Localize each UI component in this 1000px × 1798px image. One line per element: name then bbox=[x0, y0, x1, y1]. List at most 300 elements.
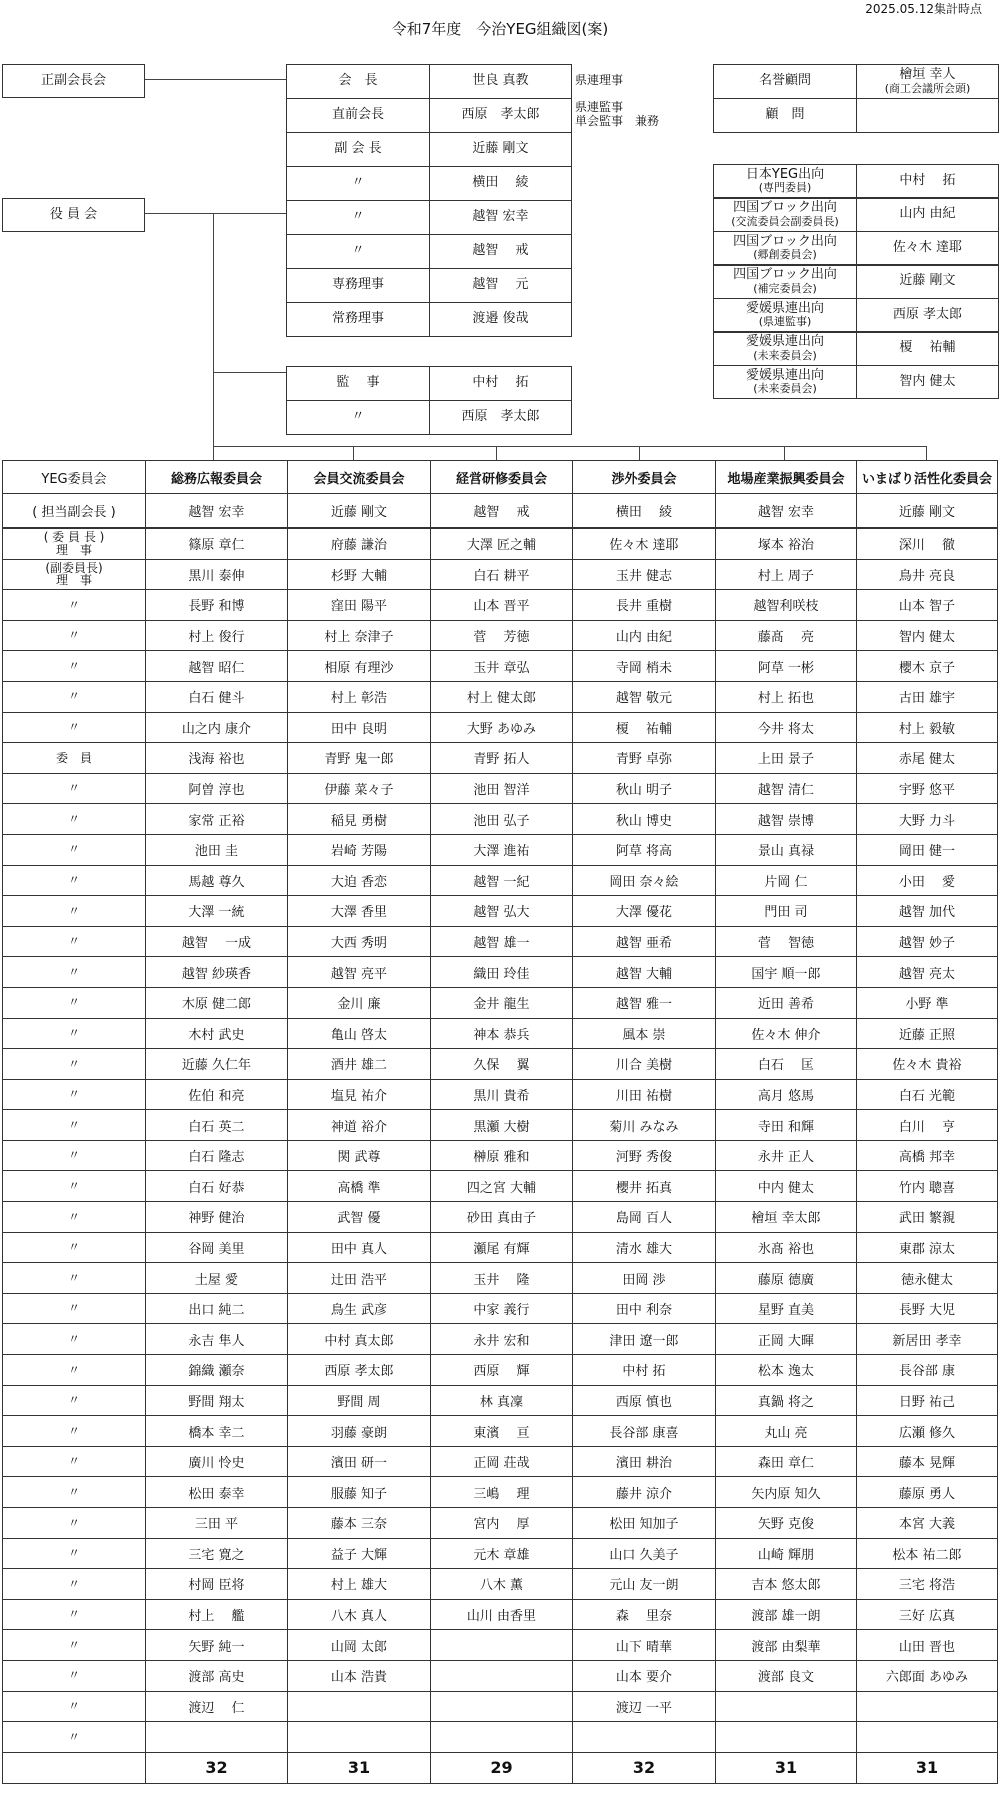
row-label: 〃 bbox=[3, 651, 146, 682]
dispatch-name: 中村 拓 bbox=[856, 164, 999, 198]
member-name: 金川 廉 bbox=[288, 987, 431, 1018]
member-name bbox=[146, 1722, 288, 1753]
connector-line bbox=[145, 213, 286, 214]
member-name: 永吉 隼人 bbox=[146, 1324, 288, 1355]
page-title: 令和7年度 今治YEG組織図(案) bbox=[391, 20, 609, 38]
auditor-role: 監 事 bbox=[286, 366, 430, 401]
member-name: 越智 一成 bbox=[146, 926, 288, 957]
dispatch-role-sub: (補完委員会) bbox=[753, 281, 817, 295]
member-name: 田岡 渉 bbox=[573, 1263, 716, 1294]
member-name: 越智 雄一 bbox=[431, 926, 573, 957]
member-name: 岡田 奈々絵 bbox=[573, 865, 716, 896]
member-name: 村上 艦 bbox=[146, 1599, 288, 1630]
table-row bbox=[3, 1538, 998, 1569]
member-name: 神野 健治 bbox=[146, 1202, 288, 1233]
member-name: 櫻木 京子 bbox=[857, 651, 998, 682]
member-name: 塩見 祐介 bbox=[288, 1079, 431, 1110]
table-row bbox=[3, 926, 998, 957]
member-name: 四之宮 大輔 bbox=[431, 1171, 573, 1202]
row-label: 〃 bbox=[3, 896, 146, 927]
member-name: 越智 紗瑛香 bbox=[146, 957, 288, 988]
member-name: 武田 繁親 bbox=[857, 1202, 998, 1233]
connector-line bbox=[784, 446, 785, 460]
member-name bbox=[857, 1691, 998, 1722]
member-name: 越智 清仁 bbox=[716, 773, 857, 804]
member-name: 池田 智洋 bbox=[431, 773, 573, 804]
auditor-role: 〃 bbox=[286, 400, 430, 435]
member-name: 府藤 謙治 bbox=[288, 528, 431, 559]
member-name: 村上 俊行 bbox=[146, 620, 288, 651]
table-row bbox=[3, 1263, 998, 1294]
row-label: 〃 bbox=[3, 957, 146, 988]
row-label: 〃 bbox=[3, 1599, 146, 1630]
member-name: 三好 広真 bbox=[857, 1599, 998, 1630]
committee-total: 32 bbox=[573, 1752, 716, 1783]
vice-chair-name: 横田 綾 bbox=[573, 494, 716, 529]
advisor-name bbox=[856, 98, 999, 133]
row-label: 〃 bbox=[3, 1355, 146, 1386]
member-name: 藤本 三奈 bbox=[288, 1508, 431, 1539]
member-name: 佐々木 達耶 bbox=[573, 528, 716, 559]
table-row bbox=[3, 957, 998, 988]
member-name: 大野 力斗 bbox=[857, 804, 998, 835]
member-name: 近藤 久仁年 bbox=[146, 1049, 288, 1080]
member-name: 小野 準 bbox=[857, 987, 998, 1018]
officer-role: 会 長 bbox=[286, 64, 430, 99]
member-name: 黒瀬 大樹 bbox=[431, 1110, 573, 1141]
officer-role: 〃 bbox=[286, 200, 430, 235]
member-name: 武智 優 bbox=[288, 1202, 431, 1233]
member-name bbox=[288, 1722, 431, 1753]
member-name: 藤本 晃輝 bbox=[857, 1446, 998, 1477]
connector-line bbox=[353, 446, 354, 460]
row-label: 〃 bbox=[3, 1202, 146, 1233]
member-name: 氷髙 裕也 bbox=[716, 1232, 857, 1263]
member-name: 川合 美樹 bbox=[573, 1049, 716, 1080]
member-name: 家常 正裕 bbox=[146, 804, 288, 835]
member-name: 村上 彰浩 bbox=[288, 681, 431, 712]
member-name: 古田 雄宇 bbox=[857, 681, 998, 712]
member-name: 大澤 香里 bbox=[288, 896, 431, 927]
member-name: 青野 鬼一郎 bbox=[288, 743, 431, 774]
table-row bbox=[3, 1691, 998, 1722]
table-row bbox=[3, 1171, 998, 1202]
officer-role: 直前会長 bbox=[286, 98, 430, 133]
dispatch-role-label: 四国ブロック出向 bbox=[733, 267, 837, 283]
row-label: 〃 bbox=[3, 1110, 146, 1141]
table-row bbox=[3, 1630, 998, 1661]
member-name: 広瀬 修久 bbox=[857, 1416, 998, 1447]
member-name: 本宮 大義 bbox=[857, 1508, 998, 1539]
connector-line bbox=[213, 372, 286, 373]
member-name: 高月 悠馬 bbox=[716, 1079, 857, 1110]
table-row bbox=[3, 590, 998, 621]
totals-label bbox=[3, 1752, 146, 1783]
member-name: 東郡 涼太 bbox=[857, 1232, 998, 1263]
member-name: 東濱 亘 bbox=[431, 1416, 573, 1447]
member-name: 佐々木 貴裕 bbox=[857, 1049, 998, 1080]
member-name: 越智 昭仁 bbox=[146, 651, 288, 682]
committee-name: 渉外委員会 bbox=[573, 461, 716, 494]
row-label: 〃 bbox=[3, 712, 146, 743]
member-name: 黒川 泰伸 bbox=[146, 559, 288, 590]
table-row bbox=[3, 1446, 998, 1477]
officer-role: 副 会 長 bbox=[286, 132, 430, 167]
member-name: 川田 祐樹 bbox=[573, 1079, 716, 1110]
member-name: 中村 真太郎 bbox=[288, 1324, 431, 1355]
dispatch-role-label: 愛媛県連出向 bbox=[745, 300, 824, 316]
row-label: 〃 bbox=[3, 1538, 146, 1569]
member-name: 山本 智子 bbox=[857, 590, 998, 621]
officer-role: 専務理事 bbox=[286, 268, 430, 303]
member-name: 高橋 邦幸 bbox=[857, 1140, 998, 1171]
table-row bbox=[3, 651, 998, 682]
table-row bbox=[3, 1599, 998, 1630]
table-row bbox=[3, 681, 998, 712]
row-label: 〃 bbox=[3, 1722, 146, 1753]
member-name: 今井 将太 bbox=[716, 712, 857, 743]
row-label: 〃 bbox=[3, 1171, 146, 1202]
member-name: 近藤 正照 bbox=[857, 1018, 998, 1049]
officer-name: 横田 綾 bbox=[429, 166, 572, 201]
member-name: 岡田 健一 bbox=[857, 834, 998, 865]
advisor-name-cell bbox=[856, 64, 999, 99]
member-name: 羽藤 豪朗 bbox=[288, 1416, 431, 1447]
member-name: 越智 加代 bbox=[857, 896, 998, 927]
member-name: 久保 翼 bbox=[431, 1049, 573, 1080]
member-name: 渡部 良文 bbox=[716, 1660, 857, 1691]
member-name: 大迫 香恋 bbox=[288, 865, 431, 896]
dispatch-role bbox=[713, 332, 857, 366]
row-label: 〃 bbox=[3, 1569, 146, 1600]
member-name: 白石 光範 bbox=[857, 1079, 998, 1110]
table-row bbox=[3, 1202, 998, 1233]
member-name: 村上 健太郎 bbox=[431, 681, 573, 712]
member-name: 森田 章仁 bbox=[716, 1446, 857, 1477]
table-row bbox=[3, 1293, 998, 1324]
member-name: 秋山 博史 bbox=[573, 804, 716, 835]
member-name: 三嶋 理 bbox=[431, 1477, 573, 1508]
row-label: 〃 bbox=[3, 1049, 146, 1080]
member-name: 河野 秀俊 bbox=[573, 1140, 716, 1171]
member-name: 玉井 健志 bbox=[573, 559, 716, 590]
row-label: 委 員 bbox=[3, 743, 146, 774]
member-name: 風本 崇 bbox=[573, 1018, 716, 1049]
dispatch-role-label: 愛媛県連出向 bbox=[745, 334, 824, 350]
table-row bbox=[3, 1416, 998, 1447]
member-name: 塚本 裕治 bbox=[716, 528, 857, 559]
member-name: 智内 健太 bbox=[857, 620, 998, 651]
connector-line bbox=[639, 446, 640, 460]
member-name: 岩崎 芳陽 bbox=[288, 834, 431, 865]
table-row bbox=[3, 620, 998, 651]
member-name: 宮内 厚 bbox=[431, 1508, 573, 1539]
member-name: 渡辺 一平 bbox=[573, 1691, 716, 1722]
dispatch-role-sub: (専門委員) bbox=[758, 181, 812, 195]
committee-name: いまばり活性化委員会 bbox=[857, 461, 998, 494]
member-name: 土屋 愛 bbox=[146, 1263, 288, 1294]
member-name: 六郎面 あゆみ bbox=[857, 1660, 998, 1691]
table-row bbox=[3, 1355, 998, 1386]
member-name: 山本 晋平 bbox=[431, 590, 573, 621]
row-label: (副委員長) 理 事 bbox=[3, 559, 146, 590]
member-name: 鳥井 亮良 bbox=[857, 559, 998, 590]
officer-name: 世良 真教 bbox=[429, 64, 572, 99]
member-name: 服藤 知子 bbox=[288, 1477, 431, 1508]
officer-note: 県連監事 単会監事 兼務 bbox=[575, 100, 660, 128]
member-name: 出口 純二 bbox=[146, 1293, 288, 1324]
member-name: 越智 一紀 bbox=[431, 865, 573, 896]
member-name: 越智 大輔 bbox=[573, 957, 716, 988]
member-name: 田中 真人 bbox=[288, 1232, 431, 1263]
member-name: 近田 善希 bbox=[716, 987, 857, 1018]
member-name: 村上 雄大 bbox=[288, 1569, 431, 1600]
table-row bbox=[3, 865, 998, 896]
member-name: 西原 輝 bbox=[431, 1355, 573, 1386]
member-name: 廣川 怜史 bbox=[146, 1446, 288, 1477]
member-name: 景山 真禄 bbox=[716, 834, 857, 865]
member-name: 大澤 進祐 bbox=[431, 834, 573, 865]
auditor-name: 西原 孝太郎 bbox=[429, 400, 572, 435]
connector-line bbox=[145, 79, 286, 80]
table-row bbox=[3, 1324, 998, 1355]
row-label: 〃 bbox=[3, 1630, 146, 1661]
member-name: 真鍋 将之 bbox=[716, 1385, 857, 1416]
member-name: 阿曽 淳也 bbox=[146, 773, 288, 804]
row-label: 〃 bbox=[3, 1263, 146, 1294]
officers-meeting-box: 役 員 会 bbox=[2, 198, 145, 232]
member-name: 渡部 雄一朗 bbox=[716, 1599, 857, 1630]
committee-total: 29 bbox=[431, 1752, 573, 1783]
row-label: 〃 bbox=[3, 773, 146, 804]
member-name: 八木 真人 bbox=[288, 1599, 431, 1630]
member-name: 三宅 寛之 bbox=[146, 1538, 288, 1569]
member-name: 越智 弘大 bbox=[431, 896, 573, 927]
member-name: 藤髙 亮 bbox=[716, 620, 857, 651]
member-name: 越智 亮平 bbox=[288, 957, 431, 988]
row-label: ( 委 員 長 ) 理 事 bbox=[3, 528, 146, 559]
member-name: 中村 拓 bbox=[573, 1355, 716, 1386]
row-label: 〃 bbox=[3, 1140, 146, 1171]
member-name: 渡辺 仁 bbox=[146, 1691, 288, 1722]
row-label: 〃 bbox=[3, 1446, 146, 1477]
dispatch-role-label: 四国ブロック出向 bbox=[733, 200, 837, 216]
row-label: 〃 bbox=[3, 1293, 146, 1324]
officer-role: 〃 bbox=[286, 234, 430, 269]
member-name: 新居田 孝幸 bbox=[857, 1324, 998, 1355]
member-name: 元山 友一朗 bbox=[573, 1569, 716, 1600]
member-name: 田中 利奈 bbox=[573, 1293, 716, 1324]
member-name: 榊原 雅和 bbox=[431, 1140, 573, 1171]
member-name: 越智 亮太 bbox=[857, 957, 998, 988]
member-name: 正岡 大暉 bbox=[716, 1324, 857, 1355]
vice-chair-name: 近藤 剛文 bbox=[288, 494, 431, 529]
row-label: 〃 bbox=[3, 834, 146, 865]
officer-name: 越智 戒 bbox=[429, 234, 572, 269]
member-name: 渡部 高史 bbox=[146, 1660, 288, 1691]
member-name: 酒井 雄二 bbox=[288, 1049, 431, 1080]
member-name: 佐々木 伸介 bbox=[716, 1018, 857, 1049]
row-label: 〃 bbox=[3, 620, 146, 651]
row-label: 〃 bbox=[3, 1477, 146, 1508]
member-name: 菅 智徳 bbox=[716, 926, 857, 957]
member-name: 青野 拓人 bbox=[431, 743, 573, 774]
dispatch-role bbox=[713, 231, 857, 265]
member-name: 錦織 瀬奈 bbox=[146, 1355, 288, 1386]
member-name: 長井 重樹 bbox=[573, 590, 716, 621]
advisor-role: 名誉顧問 bbox=[713, 64, 857, 99]
member-name: 三宅 将浩 bbox=[857, 1569, 998, 1600]
table-row bbox=[3, 559, 998, 590]
member-name: 長野 大児 bbox=[857, 1293, 998, 1324]
member-name: 元木 章雄 bbox=[431, 1538, 573, 1569]
row-label: 〃 bbox=[3, 1385, 146, 1416]
committee-name: 地場産業振興委員会 bbox=[716, 461, 857, 494]
row-label: 〃 bbox=[3, 1660, 146, 1691]
member-name bbox=[857, 1722, 998, 1753]
member-name: 山之内 康介 bbox=[146, 712, 288, 743]
member-name: 益子 大輝 bbox=[288, 1538, 431, 1569]
member-name: 藤原 勇人 bbox=[857, 1477, 998, 1508]
member-name: 中内 健太 bbox=[716, 1171, 857, 1202]
member-name: 徳永健太 bbox=[857, 1263, 998, 1294]
member-name: 木原 健二郎 bbox=[146, 987, 288, 1018]
member-name: 正岡 荘哉 bbox=[431, 1446, 573, 1477]
row-label: 〃 bbox=[3, 1324, 146, 1355]
member-name: 窪田 陽平 bbox=[288, 590, 431, 621]
committee-total: 31 bbox=[716, 1752, 857, 1783]
dispatch-name: 榎 祐輔 bbox=[856, 332, 999, 366]
member-name: 山下 晴華 bbox=[573, 1630, 716, 1661]
member-name: 赤尾 健太 bbox=[857, 743, 998, 774]
dispatch-name: 智内 健太 bbox=[856, 365, 999, 399]
member-name: 八木 薫 bbox=[431, 1569, 573, 1600]
member-name: 長野 和博 bbox=[146, 590, 288, 621]
row-label: 〃 bbox=[3, 926, 146, 957]
member-name: 寺田 和輝 bbox=[716, 1110, 857, 1141]
member-name: 長谷部 康 bbox=[857, 1355, 998, 1386]
dispatch-role bbox=[713, 365, 857, 399]
table-row bbox=[3, 743, 998, 774]
table-row bbox=[3, 804, 998, 835]
member-name: 白川 亨 bbox=[857, 1110, 998, 1141]
member-name: 森 里奈 bbox=[573, 1599, 716, 1630]
vice-chair-name: 越智 宏幸 bbox=[716, 494, 857, 529]
member-name bbox=[431, 1630, 573, 1661]
advisor-role: 顧 問 bbox=[713, 98, 857, 133]
vice-chair-name: 越智 戒 bbox=[431, 494, 573, 529]
officer-note: 県連理事 bbox=[575, 73, 624, 87]
member-name: 秋山 明子 bbox=[573, 773, 716, 804]
member-name: 村上 周子 bbox=[716, 559, 857, 590]
table-row bbox=[3, 528, 998, 559]
member-name: 竹内 聰喜 bbox=[857, 1171, 998, 1202]
member-name: 大野 あゆみ bbox=[431, 712, 573, 743]
member-name: 稲見 勇樹 bbox=[288, 804, 431, 835]
member-name: 山本 浩貴 bbox=[288, 1660, 431, 1691]
row-label: 〃 bbox=[3, 1018, 146, 1049]
member-name: 島岡 百人 bbox=[573, 1202, 716, 1233]
row-label: 〃 bbox=[3, 681, 146, 712]
table-row bbox=[3, 1232, 998, 1263]
dispatch-name: 佐々木 達耶 bbox=[856, 231, 999, 265]
member-name: 越智 亜希 bbox=[573, 926, 716, 957]
member-name bbox=[431, 1722, 573, 1753]
table-row bbox=[3, 1569, 998, 1600]
member-name: 津田 遼一郎 bbox=[573, 1324, 716, 1355]
member-name: 辻田 浩平 bbox=[288, 1263, 431, 1294]
member-name: 檜垣 幸太郎 bbox=[716, 1202, 857, 1233]
member-name: 大西 秀明 bbox=[288, 926, 431, 957]
member-name: 星野 直美 bbox=[716, 1293, 857, 1324]
committee-name: 会員交流委員会 bbox=[288, 461, 431, 494]
officer-name: 越智 宏幸 bbox=[429, 200, 572, 235]
member-name: 高橋 準 bbox=[288, 1171, 431, 1202]
member-name: 永井 正人 bbox=[716, 1140, 857, 1171]
table-row bbox=[3, 1018, 998, 1049]
member-name: 中家 義行 bbox=[431, 1293, 573, 1324]
member-name bbox=[431, 1660, 573, 1691]
member-name: 大澤 優花 bbox=[573, 896, 716, 927]
member-name: 菅 芳徳 bbox=[431, 620, 573, 651]
member-name: 矢野 克俊 bbox=[716, 1508, 857, 1539]
committee-name: 経営研修委員会 bbox=[431, 461, 573, 494]
table-row bbox=[3, 712, 998, 743]
table-row bbox=[3, 773, 998, 804]
dispatch-role-sub: (未来委員会) bbox=[753, 382, 817, 396]
member-name: 瀬尾 有輝 bbox=[431, 1232, 573, 1263]
committee-header-label: YEG委員会 bbox=[3, 461, 146, 494]
member-name: 西原 孝太郎 bbox=[288, 1355, 431, 1386]
officer-name: 近藤 剛文 bbox=[429, 132, 572, 167]
member-name: 田中 良明 bbox=[288, 712, 431, 743]
committee-header-row bbox=[3, 461, 998, 494]
member-name: 吉本 悠太郎 bbox=[716, 1569, 857, 1600]
member-name: 白石 匡 bbox=[716, 1049, 857, 1080]
member-name: 藤井 涼介 bbox=[573, 1477, 716, 1508]
timestamp: 2025.05.12集計時点 bbox=[865, 2, 982, 16]
member-name: 寺岡 梢未 bbox=[573, 651, 716, 682]
vice-chair-name: 近藤 剛文 bbox=[857, 494, 998, 529]
member-name: 木村 武史 bbox=[146, 1018, 288, 1049]
member-name: 松田 泰幸 bbox=[146, 1477, 288, 1508]
member-name: 神道 裕介 bbox=[288, 1110, 431, 1141]
member-name: 黒川 貴希 bbox=[431, 1079, 573, 1110]
member-name bbox=[716, 1722, 857, 1753]
member-name: 櫻井 拓真 bbox=[573, 1171, 716, 1202]
member-name: 渡部 由梨華 bbox=[716, 1630, 857, 1661]
member-name: 金井 龍生 bbox=[431, 987, 573, 1018]
member-name bbox=[288, 1691, 431, 1722]
row-label: 〃 bbox=[3, 1416, 146, 1447]
member-name: 山川 由香里 bbox=[431, 1599, 573, 1630]
table-row bbox=[3, 1660, 998, 1691]
member-name: 池田 圭 bbox=[146, 834, 288, 865]
vice-chair-row bbox=[3, 494, 998, 529]
member-name: 織田 玲佳 bbox=[431, 957, 573, 988]
dispatch-role bbox=[713, 164, 857, 198]
member-name: 藤原 德廣 bbox=[716, 1263, 857, 1294]
committee-name: 総務広報委員会 bbox=[146, 461, 288, 494]
member-name: 松田 知加子 bbox=[573, 1508, 716, 1539]
dispatch-role bbox=[713, 298, 857, 332]
member-name: 濱田 研一 bbox=[288, 1446, 431, 1477]
member-name: 杉野 大輔 bbox=[288, 559, 431, 590]
dispatch-role-label: 日本YEG出向 bbox=[745, 166, 825, 182]
member-name: 永井 宏和 bbox=[431, 1324, 573, 1355]
member-name: 村上 毅敏 bbox=[857, 712, 998, 743]
member-name bbox=[573, 1722, 716, 1753]
